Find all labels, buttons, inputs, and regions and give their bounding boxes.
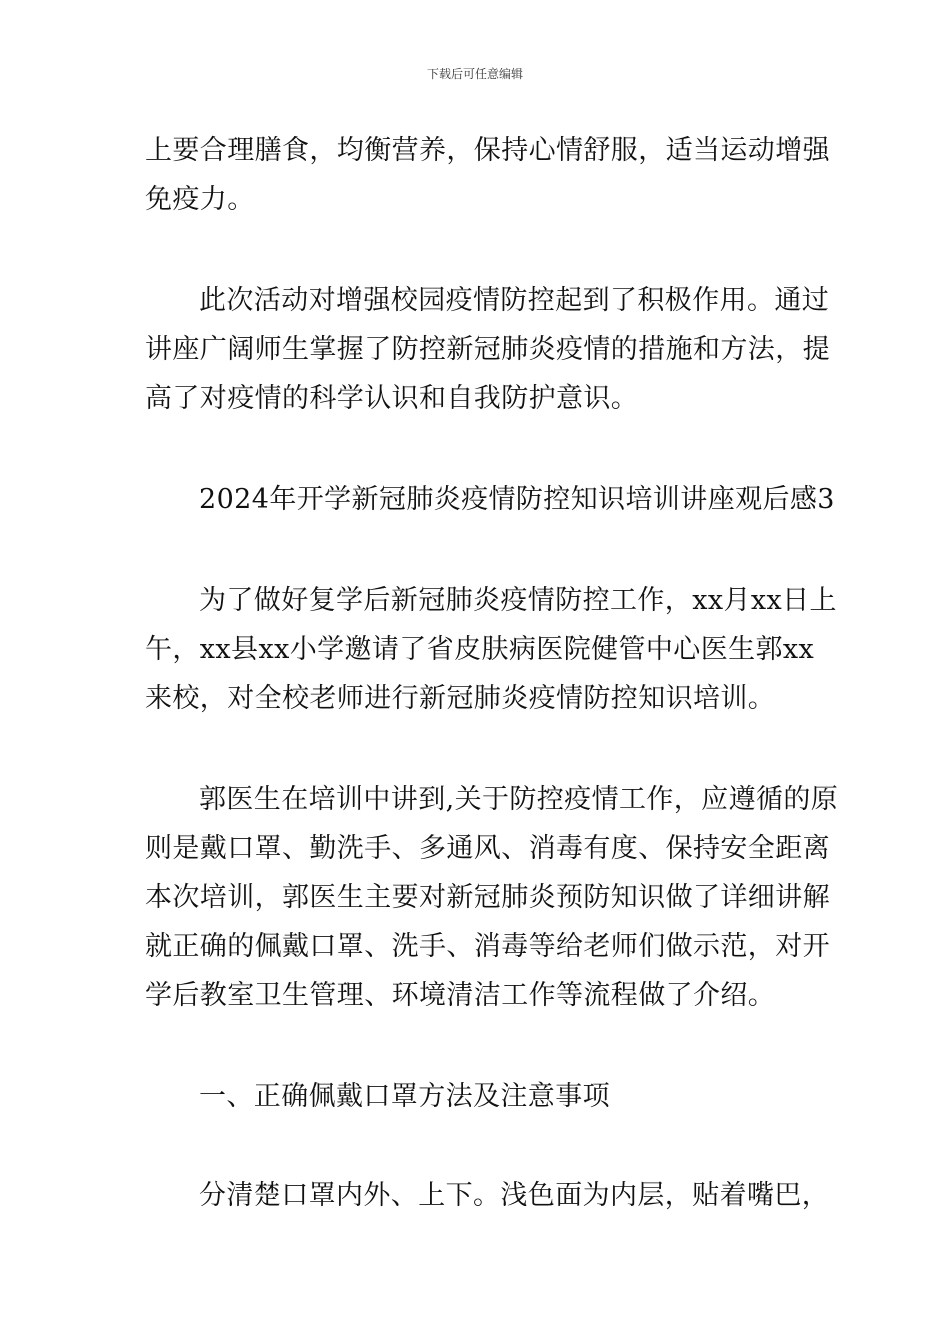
text-line: 上要合理膳食，均衡营养，保持心情舒服，适当运动增强 [145,135,830,166]
section-title [145,475,835,524]
text-line: 此次活动对增强校园疫情防控起到了积极作用。通过 [199,285,830,316]
text-line: 高了对疫情的科学认识和自我防护意识。 [145,383,639,414]
text-line: 免疫力。 [145,184,255,215]
paragraph-healthy-habits [145,126,830,224]
text-line: 则是戴口罩、勤洗手、多通风、消毒有度、保持安全距离 [145,833,830,864]
text-line: 郭医生在培训中讲到,关于防控疫情工作，应遵循的原 [199,784,839,815]
text-line: 午，xx县xx小学邀请了省皮肤病医院健管中心医生郭xx [145,634,815,665]
text-line: 就正确的佩戴口罩、洗手、消毒等给老师们做示范，对开 [145,931,830,962]
section-heading: 一、正确佩戴口罩方法及注意事项 [199,1081,610,1112]
page-header-note: 下载后可任意编辑 [426,67,523,81]
document-title: 2024年开学新冠肺炎疫情防控知识培训讲座观后感3 [199,484,835,515]
text-line: 分清楚口罩内外、上下。浅色面为内层，贴着嘴巴， [199,1180,830,1211]
text-line: 为了做好复学后新冠肺炎疫情防控工作，xx月xx日上 [199,585,837,616]
text-line: 来校，对全校老师进行新冠肺炎疫情防控知识培训。 [145,683,776,714]
paragraph-mask-instructions [145,1171,830,1220]
paragraph-training-intro [145,576,837,723]
text-line: 本次培训，郭医生主要对新冠肺炎预防知识做了详细讲解 [145,882,830,913]
section-heading-mask [145,1072,810,1121]
paragraph-activity-effect [145,276,830,423]
text-line: 学后教室卫生管理、环境清洁工作等流程做了介绍。 [145,980,776,1011]
document-body [145,126,839,1220]
text-line: 讲座广阔师生掌握了防控新冠肺炎疫情的措施和方法，提 [145,334,830,365]
paragraph-training-content [145,775,839,1020]
